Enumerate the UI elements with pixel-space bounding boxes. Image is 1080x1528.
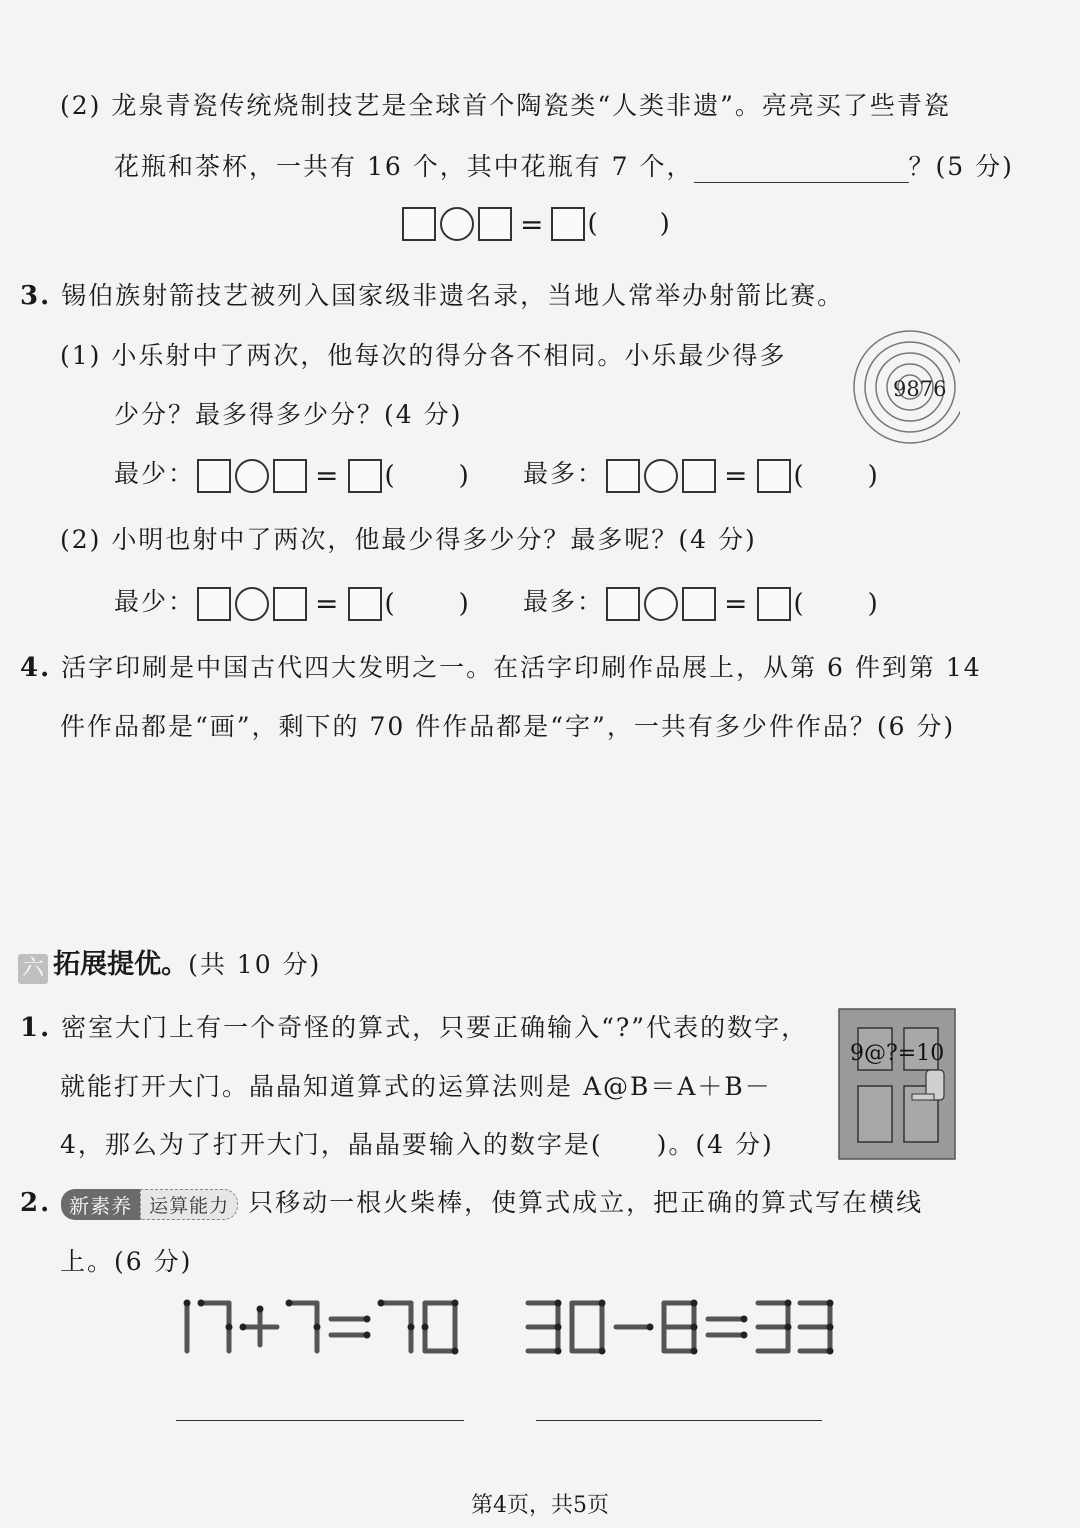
min-label: 最少： [114, 587, 196, 616]
q2-2-score: ？(5 分) [908, 152, 1014, 181]
q3-part2-max-equation [523, 582, 880, 621]
equation-box[interactable] [682, 459, 716, 493]
door-equation: 9@?=10 [850, 1041, 945, 1066]
equals-sign: = [724, 587, 750, 620]
new-literacy-tag: 新素养 [61, 1189, 140, 1220]
matchstick-equation-2 [520, 1295, 840, 1359]
q4-line2: 件作品都是“画”，剩下的 70 件作品都是“字”，一共有多少件作品？(6 分) [60, 712, 956, 741]
q3-stem-text: 锡伯族射箭技艺被列入国家级非遗名录，当地人常举办射箭比赛。 [61, 281, 845, 310]
result-box[interactable] [348, 587, 382, 621]
page-number: 第4页，共5页 [471, 1493, 609, 1518]
s6q2-answer-line-2[interactable] [536, 1420, 822, 1421]
equals-sign: = [315, 459, 341, 492]
s6q2-line1-text: 只移动一根火柴棒，使算式成立，把正确的算式写在横线 [248, 1188, 924, 1217]
s6q2-line2: 上。(6 分) [60, 1247, 193, 1276]
operator-circle[interactable] [644, 459, 678, 493]
q4-answer-area[interactable] [60, 760, 960, 920]
paren-close: ) [867, 588, 880, 619]
archery-target-image [850, 330, 960, 446]
target-scores: 9876 [893, 377, 947, 401]
skill-tag: 运算能力 [140, 1189, 238, 1220]
q2-2-line2-text: 花瓶和茶杯，一共有 16 个，其中花瓶有 7 个， [114, 152, 694, 181]
matchstick-equation-1 [175, 1295, 475, 1359]
q4-number: 4. [20, 653, 52, 683]
q3-part1-min-equation [114, 454, 471, 493]
paren-close: ) [458, 460, 471, 491]
s6q1-line1 [20, 1008, 808, 1044]
section6-title: 拓展提优。 [53, 949, 189, 980]
paren-open: ( [384, 588, 397, 619]
min-label: 最少： [114, 459, 196, 488]
operator-circle[interactable] [440, 207, 474, 241]
paren-open: ( [793, 460, 806, 491]
section6-score: (共 10 分) [188, 950, 322, 979]
section6-header [18, 942, 321, 984]
equation-box[interactable] [273, 587, 307, 621]
paren-close: ) [659, 209, 670, 239]
s6q1-line2: 就能打开大门。晶晶知道算式的运算法则是 A@B＝A＋B－ [60, 1072, 772, 1101]
paren-close: ) [458, 588, 471, 619]
q4-line1-text: 活字印刷是中国古代四大发明之一。在活字印刷作品展上，从第 6 件到第 14 [61, 653, 982, 682]
paren-open: ( [793, 588, 806, 619]
equation-box[interactable] [682, 587, 716, 621]
q3-part2-min-equation [114, 582, 471, 621]
paren-open: ( [384, 460, 397, 491]
operator-circle[interactable] [644, 587, 678, 621]
equation-box[interactable] [273, 459, 307, 493]
equals-sign: = [315, 587, 341, 620]
equation-box[interactable] [478, 207, 512, 241]
max-label: 最多： [523, 459, 605, 488]
section-badge: 六 [18, 954, 48, 984]
equation-box[interactable] [197, 587, 231, 621]
paren-close: ) [867, 460, 880, 491]
equation-box[interactable] [197, 459, 231, 493]
paren-open: ( [587, 209, 598, 239]
result-box[interactable] [757, 587, 791, 621]
equation-box[interactable] [402, 207, 436, 241]
equals-sign: = [520, 207, 544, 241]
equation-box[interactable] [606, 587, 640, 621]
s6q2-answer-line-1[interactable] [176, 1420, 464, 1421]
q3-number: 3. [20, 281, 52, 311]
q4-line1 [20, 648, 982, 684]
s6q2-number: 2. [20, 1188, 52, 1218]
q3-part2: (2) 小明也射中了两次，他最少得多少分？最多呢？(4 分) [60, 525, 757, 554]
max-label: 最多： [523, 587, 605, 616]
result-box[interactable] [757, 459, 791, 493]
q2-2-equation [400, 207, 670, 241]
q2-2-line1: (2) 龙泉青瓷传统烧制技艺是全球首个陶瓷类“人类非遗”。亮亮买了些青瓷 [60, 91, 951, 120]
q3-part1-line1: (1) 小乐射中了两次，他每次的得分各不相同。小乐最少得多 [60, 341, 787, 370]
q3-stem [20, 276, 844, 312]
q3-part1-line2: 少分？最多得多少分？(4 分) [114, 400, 463, 429]
equation-box[interactable] [606, 459, 640, 493]
q2-2-line2 [114, 147, 1014, 183]
operator-circle[interactable] [235, 459, 269, 493]
result-box[interactable] [551, 207, 585, 241]
s6q1-number: 1. [20, 1013, 52, 1043]
door-lock-image [838, 1008, 956, 1160]
s6q2-line1 [20, 1183, 923, 1220]
result-box[interactable] [348, 459, 382, 493]
operator-circle[interactable] [235, 587, 269, 621]
q2-2-answer-blank[interactable] [694, 154, 909, 183]
equals-sign: = [724, 459, 750, 492]
q3-part1-max-equation [523, 454, 880, 493]
s6q1-line1-text: 密室大门上有一个奇怪的算式，只要正确输入“?”代表的数字， [61, 1013, 809, 1042]
s6q1-line3: 4，那么为了打开大门，晶晶要输入的数字是( )。(4 分) [60, 1130, 774, 1159]
